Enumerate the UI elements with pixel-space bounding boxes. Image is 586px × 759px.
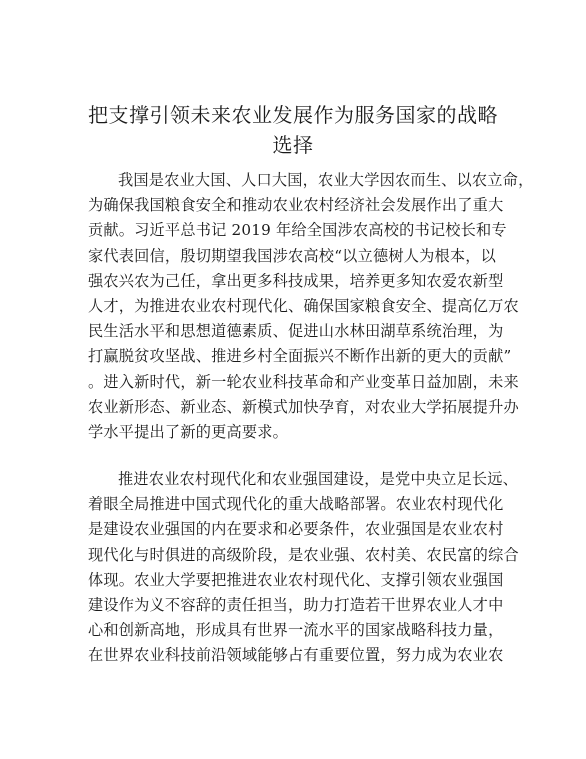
text-line: 贡献。习近平总书记 2019 年给全国涉农高校的书记校长和专 [88, 221, 507, 240]
text-line: 推进农业农村现代化和农业强国建设，是党中央立足长远、 [118, 470, 519, 488]
text-line: 。进入新时代，新一轮农业科技革命和产业变革日益加剧，未来 [88, 372, 519, 391]
text-line: 人才，为推进农业农村现代化、确保国家粮食安全、提高亿万农 [88, 297, 519, 316]
text-line: 现代化与时俱进的高级阶段，是农业强、农村美、农民富的综合 [88, 545, 519, 564]
text-line: 心和创新高地，形成具有世界一流水平的国家战略科技力量， [88, 621, 504, 640]
text-line: 打赢脱贫攻坚战、推进乡村全面振兴不断作出新的更大的贡献” [88, 347, 512, 366]
text-line: 民生活水平和思想道德素质、促进山水林田湖草系统治理，为 [88, 322, 504, 341]
text-line: 在世界农业科技前沿领域能够占有重要位置，努力成为农业农 [88, 646, 504, 665]
text-line: 建设作为义不容辞的责任担当，助力打造若干世界农业人才中 [88, 596, 504, 615]
title-line: 选择 [272, 133, 314, 157]
text-line: 强农兴农为己任，拿出更多科技成果，培养更多知农爱农新型 [88, 271, 504, 290]
text-line: 着眼全局推进中国式现代化的重大战略部署。农业农村现代化 [88, 495, 504, 514]
title-line: 把支撑引领未来农业发展作为服务国家的战略 [88, 103, 498, 127]
text-line: 学水平提出了新的更高要求。 [88, 423, 289, 442]
text-line: 是建设农业强国的内在要求和必要条件，农业强国是农业农村 [88, 520, 504, 539]
text-line: 家代表回信，殷切期望我国涉农高校“以立德树人为根本，以 [88, 246, 497, 265]
paragraph-2 [88, 467, 519, 669]
text-line: 为确保我国粮食安全和推动农业农村经济社会发展作出了重大 [88, 196, 504, 215]
paragraph-1 [88, 168, 534, 445]
text-line: 体现。农业大学要把推进农业农村现代化、支撑引领农业强国 [88, 570, 504, 589]
text-line: 农业新形态、新业态、新模式加快孕育，对农业大学拓展提升办 [88, 397, 519, 416]
document-title [84, 100, 502, 160]
text-line: 我国是农业大国、人口大国，农业大学因农而生、以农立命， [118, 171, 534, 189]
